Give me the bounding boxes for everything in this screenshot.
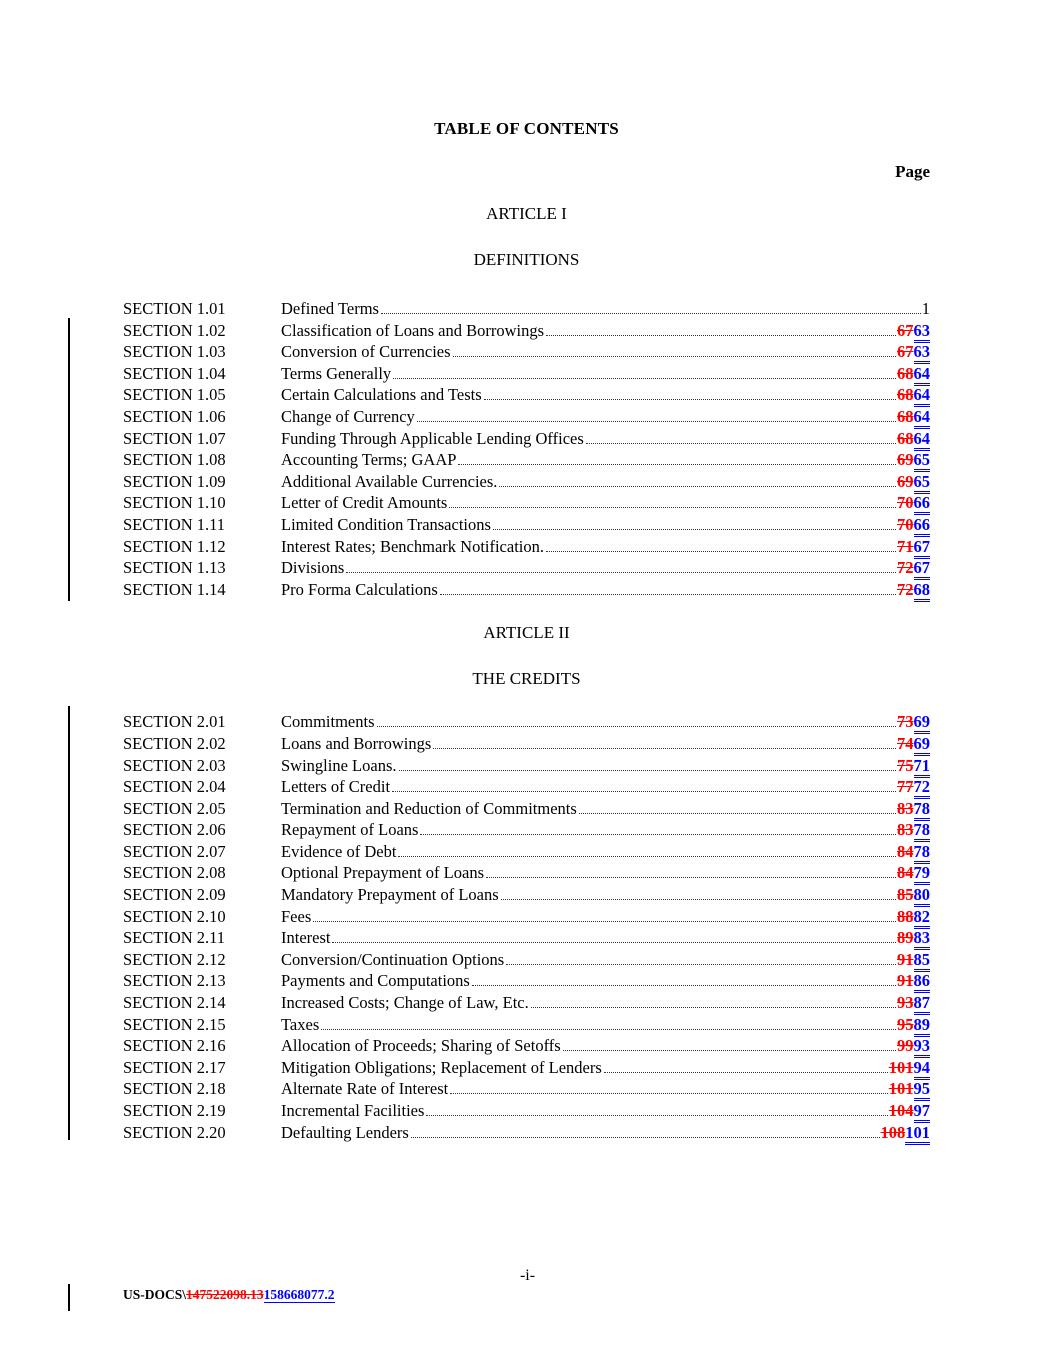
inserted-page-number: 65 <box>914 450 931 472</box>
section-number: SECTION 2.19 <box>123 1101 226 1120</box>
deleted-page-number: 88 <box>897 906 914 926</box>
toc-row <box>123 1014 930 1036</box>
dot-leader <box>313 921 896 922</box>
deleted-page-number: 72 <box>897 579 914 599</box>
dot-leader <box>493 529 896 530</box>
toc-row <box>123 298 930 320</box>
section-title: Swingline Loans. <box>281 755 397 775</box>
page-number <box>897 927 930 949</box>
section-title: Conversion of Currencies <box>281 342 451 362</box>
section-title: Interest <box>281 928 331 948</box>
page-number <box>897 711 930 733</box>
inserted-page-number: 67 <box>914 537 931 559</box>
dot-leader <box>346 572 896 573</box>
inserted-page-number: 89 <box>914 1015 931 1037</box>
deleted-page-number: 99 <box>897 1036 914 1056</box>
inserted-page-number: 101 <box>905 1123 930 1145</box>
section-title: Payments and Computations <box>281 971 470 991</box>
dot-leader <box>531 1007 896 1008</box>
page-number <box>897 841 930 863</box>
section-number: SECTION 1.06 <box>123 406 226 426</box>
dot-leader <box>399 770 897 771</box>
inserted-page-number: 97 <box>914 1101 931 1123</box>
inserted-page-number: 66 <box>914 515 931 537</box>
section-number: SECTION 2.02 <box>123 733 226 753</box>
toc-row <box>123 884 930 906</box>
deleted-page-number: 89 <box>897 928 914 948</box>
inserted-page-number: 93 <box>914 1036 931 1058</box>
inserted-page-number: 67 <box>914 558 931 580</box>
page-number <box>897 1035 930 1057</box>
footer-page-number: -i- <box>519 1267 536 1284</box>
section-number: SECTION 2.06 <box>123 820 226 840</box>
toc-row <box>123 428 930 450</box>
section-title: Termination and Reduction of Commitments <box>281 798 577 818</box>
section-number: SECTION 1.01 <box>123 299 226 318</box>
inserted-page-number: 68 <box>914 580 931 602</box>
section-title: Defined Terms <box>281 299 379 318</box>
dot-leader <box>411 1137 880 1138</box>
page-number <box>897 406 930 428</box>
dot-leader <box>449 507 896 508</box>
dot-leader <box>579 813 896 814</box>
section-number: SECTION 1.12 <box>123 536 226 556</box>
section-number: SECTION 2.10 <box>123 906 226 926</box>
page-number <box>897 776 930 798</box>
inserted-page-number: 72 <box>914 777 931 799</box>
deleted-page-number: 83 <box>897 798 914 818</box>
section-title: Letter of Credit Amounts <box>281 493 448 513</box>
deleted-page-number: 91 <box>897 949 914 969</box>
section-title: Incremental Facilities <box>281 1101 425 1120</box>
toc-row <box>123 1078 930 1100</box>
section-number: SECTION 1.03 <box>123 342 226 362</box>
deleted-page-number: 67 <box>897 342 914 362</box>
footer-doc-id-inserted: 158668077.2 <box>263 1287 335 1302</box>
inserted-page-number: 65 <box>914 472 931 494</box>
article-subheading: THE CREDITS <box>472 669 581 689</box>
page-number <box>897 992 930 1014</box>
section-number: SECTION 2.13 <box>123 971 226 991</box>
page-number <box>897 798 930 820</box>
deleted-page-number: 83 <box>897 820 914 840</box>
inserted-page-number: 83 <box>914 928 931 950</box>
dot-leader <box>393 378 896 379</box>
section-number: SECTION 2.18 <box>123 1079 226 1099</box>
section-number: SECTION 1.08 <box>123 450 226 470</box>
toc-row <box>123 970 930 992</box>
inserted-page-number: 69 <box>914 734 931 756</box>
section-number: SECTION 1.07 <box>123 428 226 448</box>
toc-row <box>123 819 930 841</box>
section-title: Conversion/Continuation Options <box>281 949 505 969</box>
section-number: SECTION 2.20 <box>123 1122 226 1142</box>
section-number: SECTION 2.01 <box>123 712 226 732</box>
dot-leader <box>420 834 896 835</box>
deleted-page-number: 69 <box>897 471 914 491</box>
toc-row <box>123 514 930 536</box>
section-number: SECTION 2.08 <box>123 863 226 883</box>
toc-row <box>123 711 930 733</box>
page-number <box>897 363 930 385</box>
dot-leader <box>472 985 896 986</box>
dot-leader <box>499 486 896 487</box>
deleted-page-number: 95 <box>897 1014 914 1034</box>
page-number <box>897 819 930 841</box>
page-number <box>897 471 930 493</box>
deleted-page-number: 101 <box>888 1079 914 1099</box>
deleted-page-number: 68 <box>897 363 914 383</box>
section-title: Repayment of Loans <box>281 820 419 840</box>
section-number: SECTION 1.02 <box>123 320 226 340</box>
toc-row <box>123 363 930 385</box>
dot-leader <box>450 1093 888 1094</box>
section-title: Increased Costs; Change of Law, Etc. <box>281 993 529 1013</box>
deleted-page-number: 91 <box>897 971 914 991</box>
deleted-page-number: 84 <box>897 863 914 883</box>
deleted-page-number: 69 <box>897 450 914 470</box>
section-title: Accounting Terms; GAAP <box>281 450 457 470</box>
inserted-page-number: 64 <box>914 407 931 429</box>
article-subheading: DEFINITIONS <box>473 250 580 269</box>
inserted-page-number: 80 <box>914 885 931 907</box>
section-title: Letters of Credit <box>281 777 391 797</box>
toc-row <box>123 1057 930 1079</box>
toc-row <box>123 1035 930 1057</box>
section-number: SECTION 2.03 <box>123 755 226 775</box>
section-number: SECTION 2.11 <box>123 928 226 948</box>
dot-leader <box>392 791 896 792</box>
inserted-page-number: 64 <box>914 429 931 451</box>
dot-leader <box>501 899 896 900</box>
toc-row <box>123 776 930 798</box>
toc-row <box>123 536 930 558</box>
section-number: SECTION 2.07 <box>123 841 226 861</box>
page-number <box>897 579 930 601</box>
dot-leader <box>377 726 896 727</box>
page-content <box>123 0 930 1143</box>
inserted-page-number: 64 <box>914 385 931 407</box>
section-title: Classification of Loans and Borrowings <box>281 320 545 340</box>
section-number: SECTION 1.11 <box>123 514 226 534</box>
page-number <box>897 884 930 906</box>
footer-doc-id-deleted: 147522098.13 <box>186 1287 264 1302</box>
inserted-page-number: 78 <box>914 799 931 821</box>
section-title: Mitigation Obligations; Replacement of Lenders <box>281 1057 602 1077</box>
inserted-page-number: 63 <box>914 342 931 364</box>
inserted-page-number: 69 <box>914 712 931 734</box>
section-title: Interest Rates; Benchmark Notification. <box>281 536 545 556</box>
article-heading: ARTICLE II <box>483 623 570 643</box>
section-title: Optional Prepayment of Loans <box>281 863 484 883</box>
page-number <box>897 341 930 363</box>
deleted-page-number: 84 <box>897 841 914 861</box>
dot-leader <box>453 356 896 357</box>
change-bar <box>68 318 70 601</box>
toc-row <box>123 927 930 949</box>
page-number <box>897 733 930 755</box>
section-number: SECTION 1.09 <box>123 471 226 491</box>
deleted-page-number: 77 <box>897 777 914 797</box>
deleted-page-number: 72 <box>897 558 914 578</box>
section-title: Certain Calculations and Tests <box>281 385 482 405</box>
section-title: Mandatory Prepayment of Loans <box>281 885 499 905</box>
page-number <box>897 428 930 450</box>
toc-row <box>123 798 930 820</box>
page-number <box>897 514 930 536</box>
section-title: Limited Condition Transactions <box>281 514 491 534</box>
deleted-page-number: 93 <box>897 993 914 1013</box>
dot-leader <box>506 964 896 965</box>
section-title: Terms Generally <box>281 363 392 383</box>
page-number <box>897 755 930 777</box>
section-number: SECTION 1.14 <box>123 579 226 599</box>
section-title: Funding Through Applicable Lending Offices <box>281 428 584 448</box>
dot-leader <box>546 551 896 552</box>
dot-leader <box>586 443 896 444</box>
page-column-header: Page <box>895 162 930 181</box>
section-number: SECTION 1.05 <box>123 385 226 405</box>
section-title: Alternate Rate of Interest <box>281 1079 449 1099</box>
toc-row <box>123 492 930 514</box>
page-number <box>897 492 930 514</box>
toc-row <box>123 320 930 342</box>
inserted-page-number: 63 <box>914 321 931 343</box>
inserted-page-number: 82 <box>914 907 931 929</box>
inserted-page-number: 78 <box>914 842 931 864</box>
deleted-page-number: 68 <box>897 406 914 426</box>
toc-row <box>123 906 930 928</box>
dot-leader <box>398 856 896 857</box>
inserted-page-number: 86 <box>914 971 931 993</box>
toc-row <box>123 1100 930 1122</box>
page-number <box>881 1122 931 1144</box>
toc-row <box>123 341 930 363</box>
toc-row <box>123 992 930 1014</box>
section-number: SECTION 2.14 <box>123 993 226 1013</box>
deleted-page-number: 74 <box>897 733 914 753</box>
inserted-page-number: 79 <box>914 863 931 885</box>
document-title: TABLE OF CONTENTS <box>434 119 619 138</box>
deleted-page-number: 67 <box>897 320 914 340</box>
dot-leader <box>486 877 896 878</box>
section-number: SECTION 2.17 <box>123 1057 226 1077</box>
section-title: Change of Currency <box>281 406 415 426</box>
deleted-page-number: 70 <box>897 514 914 534</box>
toc-row <box>123 579 930 601</box>
dot-leader <box>417 421 896 422</box>
section-title: Defaulting Lenders <box>281 1122 409 1142</box>
section-title: Loans and Borrowings <box>281 733 432 753</box>
deleted-page-number: 75 <box>897 755 914 775</box>
toc-row <box>123 557 930 579</box>
section-title: Pro Forma Calculations <box>281 579 438 599</box>
page-number <box>889 1100 930 1122</box>
inserted-page-number: 87 <box>914 993 931 1015</box>
dot-leader <box>484 399 896 400</box>
deleted-page-number: 101 <box>888 1057 914 1077</box>
dot-leader <box>604 1072 888 1073</box>
toc-row <box>123 949 930 971</box>
toc-list <box>123 711 930 1143</box>
toc-row <box>123 862 930 884</box>
change-bar <box>68 706 70 1140</box>
section-title: Evidence of Debt <box>281 841 397 861</box>
section-title: Allocation of Proceeds; Sharing of Setoffs <box>281 1036 561 1056</box>
section-number: SECTION 1.13 <box>123 558 226 578</box>
deleted-page-number: 85 <box>897 885 914 905</box>
page-number <box>897 557 930 579</box>
page-number <box>897 384 930 406</box>
section-title: Taxes <box>281 1014 320 1034</box>
section-number: SECTION 1.10 <box>123 493 226 513</box>
toc-list <box>123 298 930 600</box>
section-number: SECTION 2.04 <box>123 777 226 797</box>
footer-doc-id-prefix: US-DOCS\ <box>123 1287 187 1302</box>
dot-leader <box>458 464 896 465</box>
toc-row <box>123 449 930 471</box>
page-number <box>897 949 930 971</box>
section-number: SECTION 2.09 <box>123 885 226 905</box>
page-number <box>897 449 930 471</box>
toc-row <box>123 1122 930 1144</box>
inserted-page-number: 95 <box>914 1079 931 1101</box>
deleted-page-number: 68 <box>897 385 914 405</box>
inserted-page-number: 71 <box>914 756 931 778</box>
inserted-page-number: 94 <box>914 1058 931 1080</box>
page-number <box>889 1078 930 1100</box>
inserted-page-number: 78 <box>914 820 931 842</box>
inserted-page-number: 66 <box>914 493 931 515</box>
page-number <box>897 906 930 928</box>
toc-row <box>123 841 930 863</box>
section-number: SECTION 1.04 <box>123 363 226 383</box>
toc-articles <box>123 203 930 1143</box>
dot-leader <box>440 594 896 595</box>
dot-leader <box>563 1050 896 1051</box>
deleted-page-number: 108 <box>880 1122 906 1142</box>
page-number: 1 <box>921 299 930 318</box>
dot-leader <box>332 942 896 943</box>
page-number <box>897 970 930 992</box>
toc-row <box>123 755 930 777</box>
page-number <box>897 862 930 884</box>
inserted-page-number: 85 <box>914 950 931 972</box>
section-title: Additional Available Currencies. <box>281 471 498 491</box>
dot-leader <box>381 313 921 314</box>
deleted-page-number: 71 <box>897 536 914 556</box>
dot-leader <box>433 748 896 749</box>
section-number: SECTION 2.05 <box>123 798 226 818</box>
deleted-page-number: 73 <box>897 712 914 732</box>
deleted-page-number: 104 <box>888 1101 914 1120</box>
section-number: SECTION 2.12 <box>123 949 226 969</box>
section-title: Fees <box>281 906 312 926</box>
article-heading: ARTICLE I <box>486 204 567 223</box>
deleted-page-number: 68 <box>897 428 914 448</box>
page-number <box>897 536 930 558</box>
section-title: Commitments <box>281 712 375 732</box>
section-number: SECTION 2.16 <box>123 1036 226 1056</box>
dot-leader <box>321 1029 896 1030</box>
page-number <box>889 1057 930 1079</box>
footer-doc-id <box>123 1286 335 1304</box>
toc-row <box>123 406 930 428</box>
section-number: SECTION 2.15 <box>123 1014 226 1034</box>
toc-row <box>123 384 930 406</box>
dot-leader <box>426 1115 887 1116</box>
toc-row <box>123 471 930 493</box>
dot-leader <box>546 335 896 336</box>
deleted-page-number: 70 <box>897 493 914 513</box>
page-number <box>897 1014 930 1036</box>
inserted-page-number: 64 <box>914 364 931 386</box>
change-bar <box>68 1284 70 1311</box>
page-number <box>897 320 930 342</box>
toc-row <box>123 733 930 755</box>
section-title: Divisions <box>281 558 345 578</box>
